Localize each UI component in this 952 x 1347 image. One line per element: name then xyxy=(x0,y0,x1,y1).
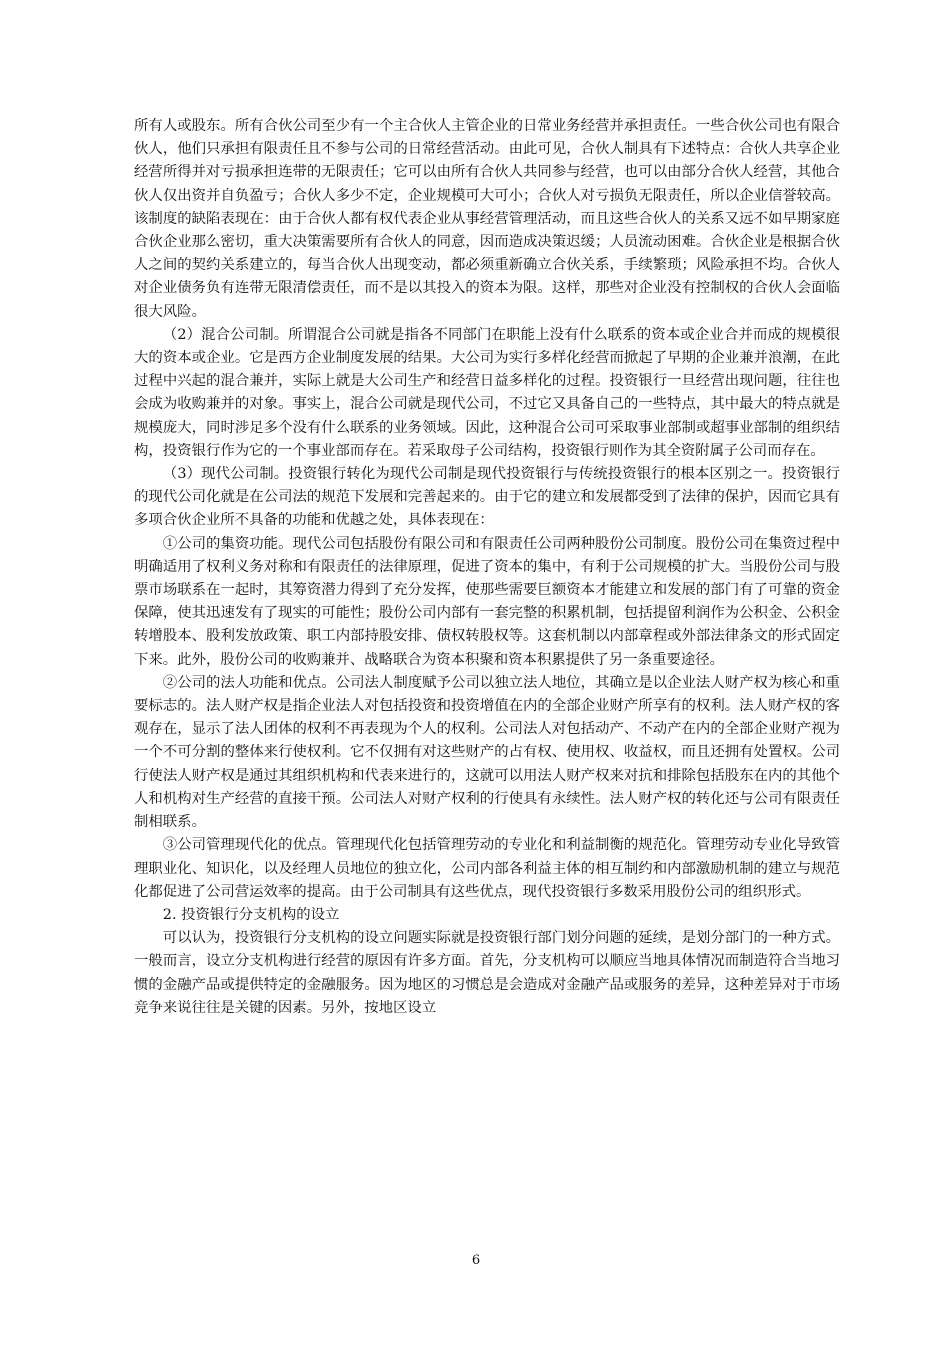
paragraph-fundraising-function: ①公司的集资功能。现代公司包括股份有限公司和有限责任公司两种股份公司制度。股份公司在集资过程中明确适用了权利义务对称和有限责任的法律原理，促进了资本的集中，有利于公司规模的扩大。当股份公司与股票市场联系在一起时，其筹资潜力得到了充分发挥，使那些需要巨额资本才能建立和发展的部门有了可靠的资金保障，使其迅速发有了现实的可能性；股份公司内部有一套完整的积累机制，包括提留利润作为公积金、公积金转增股本、股利发放政策、职工内部持股安排、债权转股权等。这套机制以内部章程或外部法律条文的形式固定下来。此外，股份公司的收购兼并、战略联合为资本积聚和资本积累提供了另一条重要途径。 xyxy=(134,535,840,668)
page-number: 6 xyxy=(471,1253,481,1268)
paragraph-partnership-continued: 所有人或股东。所有合伙公司至少有一个主合伙人主管企业的日常业务经营并承担责任。一些合伙公司也有限合伙人，他们只承担有限责任且不参与公司的日常经营活动。由此可见，合伙人制具有下述特点：合伙人共享企业经营所得并对亏损承担连带的无限责任；它可以由所有合伙人共同参与经营，也可以由部分合伙人经营，其他合伙人仅出资并自负盈亏；合伙人多少不定，企业规模可大可小；合伙人对亏损负无限责任，所以企业信誉较高。该制度的缺陷表现在：由于合伙人都有权代表企业从事经营管理活动，而且这些合伙人的关系又远不如早期家庭合伙企业那么密切，重大决策需要所有合伙人的同意，因而造成决策迟缓；人员流动困难。合伙企业是根据合伙人之间的契约关系建立的，每当合伙人出现变动，都必须重新确立合伙关系，手续繁琐；风险承担不均。合伙人对企业债务负有连带无限清偿责任，而不是以其投入的资本为限。这样，那些对企业没有控制权的合伙人会面临很大风险。 xyxy=(134,118,840,320)
section-heading-branch-setup: 2. 投资银行分支机构的设立 xyxy=(162,906,340,923)
paragraph-management-modernization: ③公司管理现代化的优点。管理现代化包括管理劳动的专业化和利益制衡的规范化。管理劳动专业化导致管理职业化、知识化，以及经理人员地位的独立化，公司内部各利益主体的相互制约和内部激励机制的建立与规范化都促进了公司营运效率的提高。由于公司制具有这些优点，现代投资银行多数采用股份公司的组织形式。 xyxy=(134,837,840,900)
paragraph-branch-setup: 可以认为，投资银行分支机构的设立问题实际就是投资银行部门划分问题的延续，是划分部门的一种方式。一般而言，设立分支机构进行经营的原因有许多方面。首先，分支机构可以顺应当地具体情况而制造符合当地习惯的金融产品或提供特定的金融服务。因为地区的习惯总是会造成对金融产品或服务的差异，这种差异对于市场竞争来说往往是关键的因素。另外，按地区设立 xyxy=(134,930,840,1016)
page-body xyxy=(134,115,840,1020)
paragraph-legal-person-function: ②公司的法人功能和优点。公司法人制度赋予公司以独立法人地位，其确立是以企业法人财产权为核心和重要标志的。法人财产权是指企业法人对包括投资和投资增值在内的全部企业财产所享有的权利。法人财产权的客观存在，显示了法人团体的权利不再表现为个人的权利。公司法人对包括动产、不动产在内的全部企业财产视为一个不可分割的整体来行使权利。它不仅拥有对这些财产的占有权、使用权、收益权，而且还拥有处置权。公司行使法人财产权是通过其组织机构和代表来进行的，这就可以用法人财产权来对抗和排除包括股东在内的其他个人和机构对生产经营的直接干预。公司法人对财产权利的行使具有永续性。法人财产权的转化还与公司有限责任制相联系。 xyxy=(134,674,840,831)
paragraph-modern-company: （3）现代公司制。投资银行转化为现代公司制是现代投资银行与传统投资银行的根本区别之一。投资银行的现代公司化就是在公司法的规范下发展和完善起来的。由于它的建立和发展都受到了法律的保护，因而它具有多项合伙企业所不具备的功能和优越之处，具体表现在： xyxy=(134,466,840,529)
paragraph-conglomerate: （2）混合公司制。所谓混合公司就是指各不同部门在职能上没有什么联系的资本或企业合并而成的规模很大的资本或企业。它是西方企业制度发展的结果。大公司为实行多样化经营而掀起了早期的企业兼并浪潮，在此过程中兴起的混合兼并，实际上就是大公司生产和经营日益多样化的过程。投资银行一旦经营出现问题，往往也会成为收购兼并的对象。事实上，混合公司就是现代公司，不过它又具备自己的一些特点，其中最大的特点就是规模庞大，同时涉足多个没有什么联系的业务领域。因此，这种混合公司可采取事业部制或超事业部制的组织结构，投资银行作为它的一个事业部而存在。若采取母子公司结构，投资银行则作为其全资附属子公司而存在。 xyxy=(134,326,840,459)
